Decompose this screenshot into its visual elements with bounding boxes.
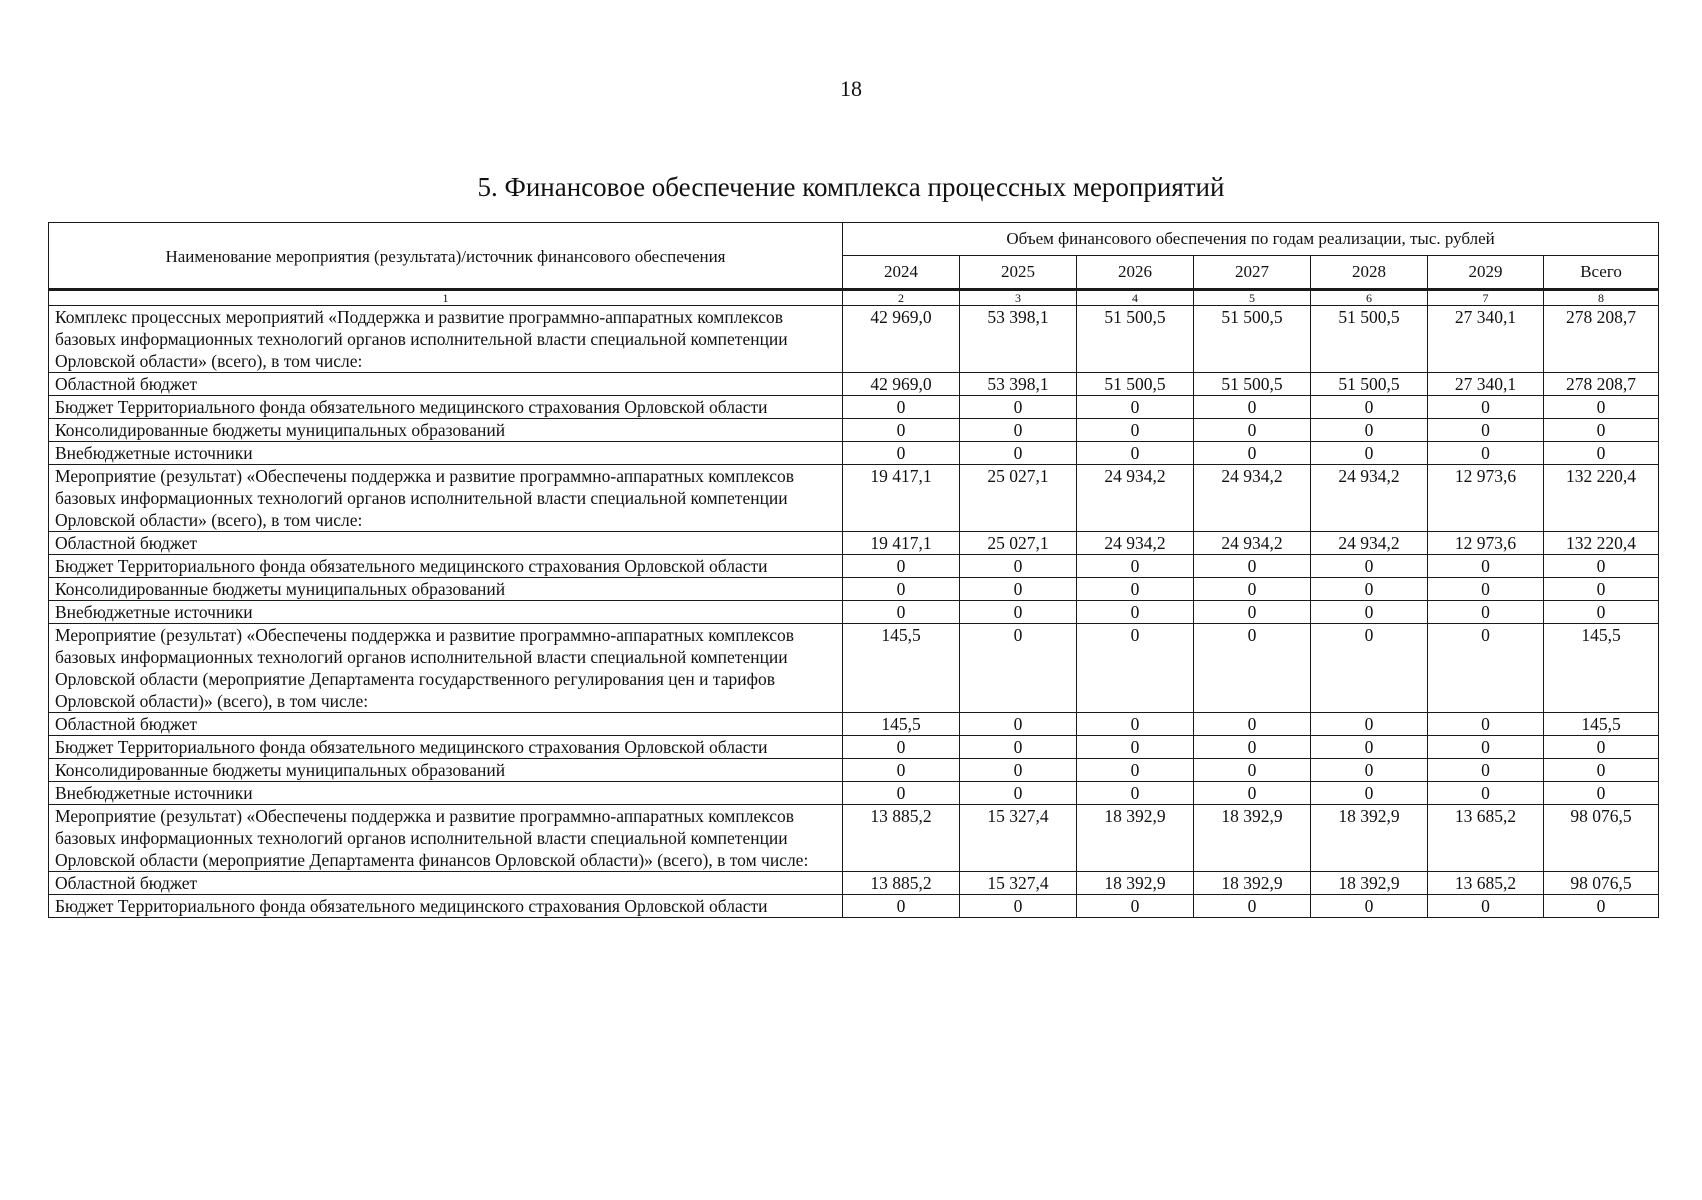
row-year-value: 145,5 xyxy=(843,713,960,736)
column-number: 5 xyxy=(1194,290,1311,306)
row-total-value: 98 076,5 xyxy=(1544,805,1659,872)
row-year-value: 12 973,6 xyxy=(1428,465,1544,532)
column-number: 1 xyxy=(49,290,843,306)
row-total-value: 0 xyxy=(1544,555,1659,578)
financing-table xyxy=(48,222,1659,918)
row-year-value: 0 xyxy=(1311,555,1428,578)
row-year-value: 0 xyxy=(1428,782,1544,805)
row-year-value: 0 xyxy=(843,759,960,782)
table-row xyxy=(49,373,1659,396)
row-year-value: 0 xyxy=(843,442,960,465)
row-year-value: 0 xyxy=(1428,442,1544,465)
header-name-column: Наименование мероприятия (результата)/источник финансового обеспечения xyxy=(49,223,843,290)
table-row xyxy=(49,601,1659,624)
row-year-value: 0 xyxy=(1077,555,1194,578)
row-year-value: 15 327,4 xyxy=(960,805,1077,872)
table-row xyxy=(49,805,1659,872)
row-year-value: 51 500,5 xyxy=(1194,306,1311,373)
row-year-value: 0 xyxy=(1428,578,1544,601)
row-year-value: 13 885,2 xyxy=(843,805,960,872)
row-year-value: 0 xyxy=(1077,624,1194,713)
row-year-value: 0 xyxy=(1311,782,1428,805)
row-year-value: 0 xyxy=(843,736,960,759)
column-numbers-row xyxy=(49,290,1659,306)
row-total-value: 278 208,7 xyxy=(1544,373,1659,396)
row-year-value: 0 xyxy=(1077,396,1194,419)
row-year-value: 0 xyxy=(1194,442,1311,465)
row-year-value: 15 327,4 xyxy=(960,872,1077,895)
row-year-value: 13 885,2 xyxy=(843,872,960,895)
row-year-value: 0 xyxy=(1194,601,1311,624)
row-year-value: 145,5 xyxy=(843,624,960,713)
row-year-value: 0 xyxy=(960,601,1077,624)
table-row xyxy=(49,759,1659,782)
row-name: Консолидированные бюджеты муниципальных образований xyxy=(49,419,843,442)
row-total-value: 278 208,7 xyxy=(1544,306,1659,373)
table-row xyxy=(49,396,1659,419)
row-year-value: 0 xyxy=(843,895,960,918)
row-year-value: 0 xyxy=(1428,895,1544,918)
row-name: Бюджет Территориального фонда обязательного медицинского страхования Орловской области xyxy=(49,396,843,419)
row-year-value: 19 417,1 xyxy=(843,465,960,532)
row-year-value: 0 xyxy=(960,396,1077,419)
row-total-value: 145,5 xyxy=(1544,624,1659,713)
row-year-value: 0 xyxy=(1077,601,1194,624)
header-year: 2026 xyxy=(1077,256,1194,290)
row-year-value: 0 xyxy=(960,736,1077,759)
row-year-value: 13 685,2 xyxy=(1428,805,1544,872)
row-name: Областной бюджет xyxy=(49,713,843,736)
row-name: Областной бюджет xyxy=(49,872,843,895)
row-name: Внебюджетные источники xyxy=(49,601,843,624)
row-year-value: 0 xyxy=(960,782,1077,805)
row-year-value: 0 xyxy=(1311,442,1428,465)
row-year-value: 0 xyxy=(1311,895,1428,918)
row-year-value: 24 934,2 xyxy=(1194,532,1311,555)
row-year-value: 0 xyxy=(960,578,1077,601)
row-total-value: 132 220,4 xyxy=(1544,532,1659,555)
table-row xyxy=(49,532,1659,555)
row-year-value: 51 500,5 xyxy=(1311,306,1428,373)
column-number: 2 xyxy=(843,290,960,306)
column-number: 7 xyxy=(1428,290,1544,306)
row-year-value: 0 xyxy=(1077,736,1194,759)
row-year-value: 53 398,1 xyxy=(960,373,1077,396)
row-year-value: 0 xyxy=(1311,713,1428,736)
row-name: Комплекс процессных мероприятий «Поддержка и развитие программно-аппаратных комплексов базовых информационных технологий органов исполнительной власти специальной компетенции Орловской области» (всего), в том числе: xyxy=(49,306,843,373)
column-number: 4 xyxy=(1077,290,1194,306)
row-year-value: 0 xyxy=(1194,759,1311,782)
row-year-value: 51 500,5 xyxy=(1077,373,1194,396)
row-year-value: 18 392,9 xyxy=(1077,872,1194,895)
row-year-value: 51 500,5 xyxy=(1077,306,1194,373)
row-year-value: 18 392,9 xyxy=(1194,872,1311,895)
row-year-value: 19 417,1 xyxy=(843,532,960,555)
row-year-value: 0 xyxy=(1194,555,1311,578)
row-year-value: 51 500,5 xyxy=(1311,373,1428,396)
row-year-value: 0 xyxy=(1194,713,1311,736)
row-total-value: 0 xyxy=(1544,419,1659,442)
row-year-value: 0 xyxy=(960,759,1077,782)
row-year-value: 0 xyxy=(1428,713,1544,736)
table-row xyxy=(49,624,1659,713)
table-row xyxy=(49,465,1659,532)
row-year-value: 18 392,9 xyxy=(1194,805,1311,872)
row-year-value: 0 xyxy=(1428,736,1544,759)
row-year-value: 0 xyxy=(1311,578,1428,601)
table-row xyxy=(49,419,1659,442)
header-year: 2027 xyxy=(1194,256,1311,290)
row-year-value: 0 xyxy=(1428,601,1544,624)
row-year-value: 42 969,0 xyxy=(843,373,960,396)
column-number: 8 xyxy=(1544,290,1659,306)
header-funding-group: Объем финансового обеспечения по годам реализации, тыс. рублей xyxy=(843,223,1659,256)
row-name: Областной бюджет xyxy=(49,532,843,555)
table-row xyxy=(49,306,1659,373)
row-year-value: 0 xyxy=(1311,736,1428,759)
table-row xyxy=(49,555,1659,578)
row-name: Бюджет Территориального фонда обязательного медицинского страхования Орловской области xyxy=(49,895,843,918)
row-year-value: 0 xyxy=(1194,895,1311,918)
header-year: 2024 xyxy=(843,256,960,290)
row-year-value: 27 340,1 xyxy=(1428,306,1544,373)
row-total-value: 0 xyxy=(1544,736,1659,759)
row-total-value: 0 xyxy=(1544,759,1659,782)
row-year-value: 0 xyxy=(1428,624,1544,713)
row-year-value: 0 xyxy=(1077,713,1194,736)
row-year-value: 0 xyxy=(1194,396,1311,419)
table-row xyxy=(49,736,1659,759)
row-year-value: 24 934,2 xyxy=(1194,465,1311,532)
row-total-value: 145,5 xyxy=(1544,713,1659,736)
row-year-value: 0 xyxy=(960,555,1077,578)
row-year-value: 0 xyxy=(1311,396,1428,419)
column-number: 6 xyxy=(1311,290,1428,306)
header-year: 2029 xyxy=(1428,256,1544,290)
header-total: Всего xyxy=(1544,256,1659,290)
page-number: 18 xyxy=(840,76,862,101)
row-year-value: 0 xyxy=(960,419,1077,442)
row-year-value: 13 685,2 xyxy=(1428,872,1544,895)
row-year-value: 18 392,9 xyxy=(1077,805,1194,872)
row-name: Мероприятие (результат) «Обеспечены поддержка и развитие программно-аппаратных комплексов базовых информационных технологий органов исполнительной власти специальной компетенции Орловской области (мероприятие Департамента государственного регулирования цен и тарифов Орловской области)» (всего), в том числе: xyxy=(49,624,843,713)
row-year-value: 0 xyxy=(960,895,1077,918)
row-total-value: 0 xyxy=(1544,782,1659,805)
table-row xyxy=(49,895,1659,918)
row-year-value: 0 xyxy=(1194,782,1311,805)
row-name: Внебюджетные источники xyxy=(49,782,843,805)
row-year-value: 12 973,6 xyxy=(1428,532,1544,555)
column-number: 3 xyxy=(960,290,1077,306)
row-year-value: 0 xyxy=(843,601,960,624)
row-year-value: 0 xyxy=(1077,442,1194,465)
row-year-value: 24 934,2 xyxy=(1077,532,1194,555)
row-year-value: 24 934,2 xyxy=(1311,532,1428,555)
row-year-value: 0 xyxy=(843,555,960,578)
row-year-value: 0 xyxy=(960,713,1077,736)
row-year-value: 0 xyxy=(960,624,1077,713)
row-year-value: 27 340,1 xyxy=(1428,373,1544,396)
row-year-value: 0 xyxy=(1428,419,1544,442)
row-name: Областной бюджет xyxy=(49,373,843,396)
row-year-value: 0 xyxy=(843,419,960,442)
row-year-value: 53 398,1 xyxy=(960,306,1077,373)
row-year-value: 0 xyxy=(1311,624,1428,713)
table-row xyxy=(49,442,1659,465)
row-name: Консолидированные бюджеты муниципальных образований xyxy=(49,759,843,782)
row-year-value: 51 500,5 xyxy=(1194,373,1311,396)
row-year-value: 0 xyxy=(1194,736,1311,759)
row-name: Мероприятие (результат) «Обеспечены поддержка и развитие программно-аппаратных комплексов базовых информационных технологий органов исполнительной власти специальной компетенции Орловской области (мероприятие Департамента финансов Орловской области)» (всего), в том числе: xyxy=(49,805,843,872)
row-year-value: 0 xyxy=(1311,419,1428,442)
row-year-value: 0 xyxy=(1311,601,1428,624)
row-total-value: 0 xyxy=(1544,396,1659,419)
row-year-value: 42 969,0 xyxy=(843,306,960,373)
row-year-value: 18 392,9 xyxy=(1311,872,1428,895)
row-year-value: 0 xyxy=(1311,759,1428,782)
row-name: Бюджет Территориального фонда обязательного медицинского страхования Орловской области xyxy=(49,736,843,759)
header-year: 2028 xyxy=(1311,256,1428,290)
row-year-value: 0 xyxy=(1077,578,1194,601)
row-name: Консолидированные бюджеты муниципальных образований xyxy=(49,578,843,601)
section-title: 5. Финансовое обеспечение комплекса процессных мероприятий xyxy=(477,172,1225,202)
row-year-value: 0 xyxy=(843,396,960,419)
row-year-value: 0 xyxy=(1194,624,1311,713)
row-year-value: 0 xyxy=(1428,555,1544,578)
row-year-value: 0 xyxy=(843,578,960,601)
row-year-value: 0 xyxy=(1194,419,1311,442)
header-year: 2025 xyxy=(960,256,1077,290)
row-year-value: 0 xyxy=(1194,578,1311,601)
row-name: Бюджет Территориального фонда обязательного медицинского страхования Орловской области xyxy=(49,555,843,578)
row-year-value: 18 392,9 xyxy=(1311,805,1428,872)
row-total-value: 0 xyxy=(1544,895,1659,918)
row-year-value: 25 027,1 xyxy=(960,532,1077,555)
row-year-value: 0 xyxy=(1077,419,1194,442)
row-total-value: 0 xyxy=(1544,442,1659,465)
row-year-value: 0 xyxy=(1077,782,1194,805)
table-row xyxy=(49,872,1659,895)
row-year-value: 24 934,2 xyxy=(1077,465,1194,532)
row-name: Мероприятие (результат) «Обеспечены поддержка и развитие программно-аппаратных комплексов базовых информационных технологий органов исполнительной власти специальной компетенции Орловской области» (всего), в том числе: xyxy=(49,465,843,532)
table-row xyxy=(49,578,1659,601)
row-total-value: 98 076,5 xyxy=(1544,872,1659,895)
row-total-value: 132 220,4 xyxy=(1544,465,1659,532)
row-year-value: 0 xyxy=(960,442,1077,465)
row-name: Внебюджетные источники xyxy=(49,442,843,465)
row-total-value: 0 xyxy=(1544,578,1659,601)
row-year-value: 24 934,2 xyxy=(1311,465,1428,532)
row-year-value: 0 xyxy=(1428,759,1544,782)
row-year-value: 25 027,1 xyxy=(960,465,1077,532)
row-year-value: 0 xyxy=(1428,396,1544,419)
row-year-value: 0 xyxy=(1077,895,1194,918)
row-year-value: 0 xyxy=(843,782,960,805)
table-row xyxy=(49,713,1659,736)
row-year-value: 0 xyxy=(1077,759,1194,782)
row-total-value: 0 xyxy=(1544,601,1659,624)
table-row xyxy=(49,782,1659,805)
